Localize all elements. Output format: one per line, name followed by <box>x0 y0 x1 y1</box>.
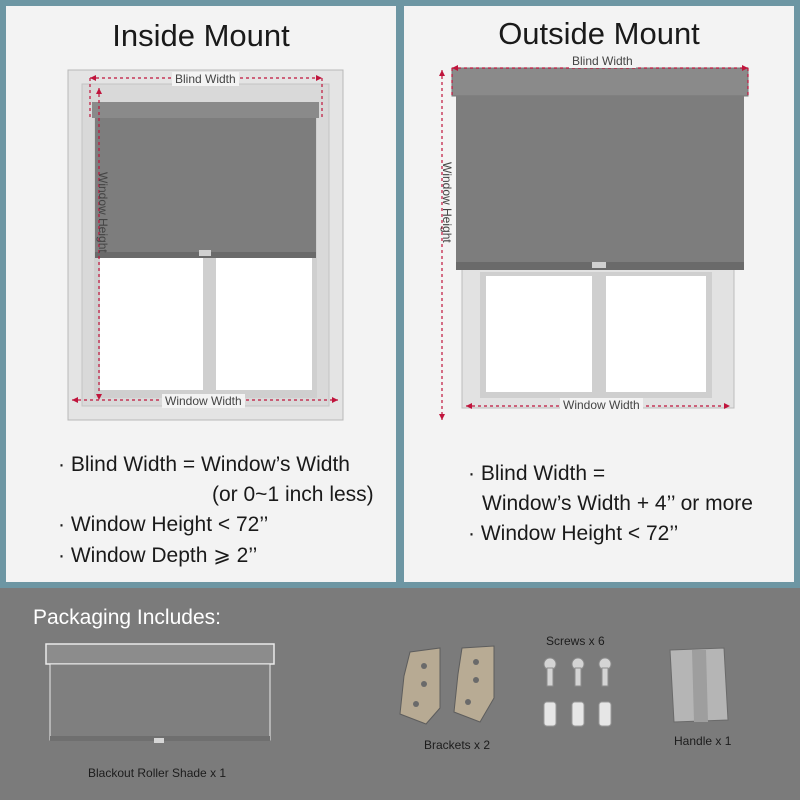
brackets-caption: Brackets x 2 <box>424 738 491 752</box>
outside-spec-blind-width-formula: Window’s Width + 4’’ or more <box>482 492 753 515</box>
roller-shade-item <box>46 644 274 743</box>
window-pane-right <box>606 276 706 392</box>
outside-spec-window-height: · Window Height < 72’’ <box>468 522 679 545</box>
shade-handle <box>592 262 606 268</box>
screws-item <box>544 658 611 726</box>
brackets-item <box>400 646 494 724</box>
shade-cassette <box>92 102 319 118</box>
inside-mount-title: Inside Mount <box>112 18 290 53</box>
window-pane-left <box>486 276 592 392</box>
inside-spec-blind-width: · Blind Width = Window’s Width <box>58 453 350 476</box>
inside-blind-width-label: Blind Width <box>172 72 239 86</box>
inside-window-width-label: Window Width <box>162 394 245 408</box>
outside-mount-title: Outside Mount <box>498 16 700 51</box>
handle-caption: Handle x 1 <box>674 734 732 748</box>
inside-spec-window-height: · Window Height < 72’’ <box>58 513 269 536</box>
window-pane-left <box>100 258 203 390</box>
packaging-title: Packaging Includes: <box>33 606 221 629</box>
shade-caption: Blackout Roller Shade x 1 <box>88 766 227 780</box>
shade-handle <box>199 250 211 256</box>
shade-fabric <box>456 96 744 264</box>
packaging-panel <box>0 588 800 800</box>
shade-cassette <box>452 68 748 96</box>
handle-item <box>670 648 728 722</box>
outside-blind-width-label: Blind Width <box>569 54 636 68</box>
window-pane-right <box>216 258 312 390</box>
outside-mount-panel <box>404 6 794 582</box>
inside-mount-panel <box>6 6 396 582</box>
screws-caption: Screws x 6 <box>546 634 605 648</box>
shade-fabric <box>95 118 316 256</box>
inside-window-height-label: Window Height <box>96 172 110 253</box>
inside-spec-window-depth: · Window Depth ⩾ 2’’ <box>58 544 258 567</box>
outside-window-height-label: Window Height <box>440 162 454 243</box>
inside-spec-blind-width-note: (or 0~1 inch less) <box>212 483 374 506</box>
outside-spec-blind-width: · Blind Width = <box>468 462 606 485</box>
outside-window-width-label: Window Width <box>560 398 643 412</box>
